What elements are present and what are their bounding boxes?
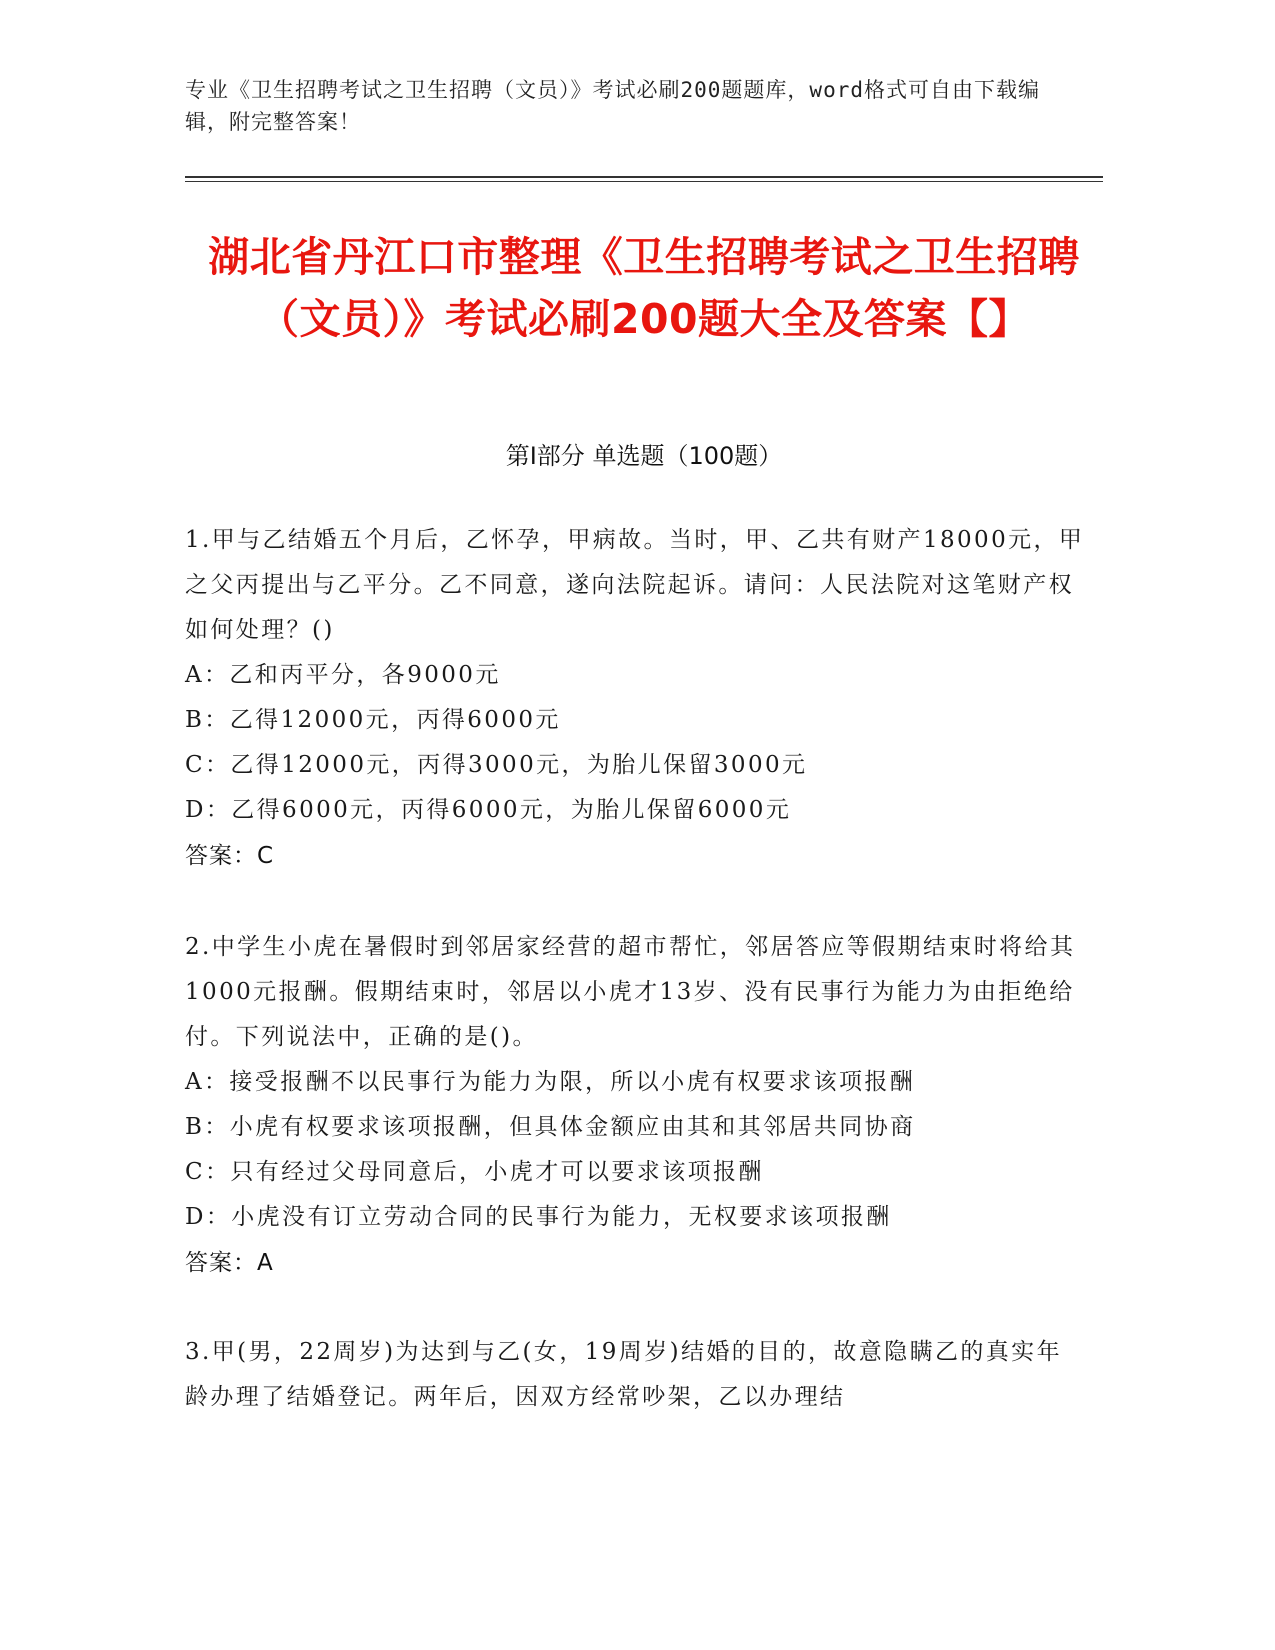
question-block [185, 1330, 1085, 1420]
question-block [185, 925, 1085, 1283]
header-divider-thin [185, 181, 1103, 182]
question-stem: 2.中学生小虎在暑假时到邻居家经营的超市帮忙，邻居答应等假期结束时将给其1000元报酬。假期结束时，邻居以小虎才13岁、没有民事行为能力为由拒绝给付。下列说法中，正确的是()。 [185, 934, 1076, 1050]
option-c: C：乙得12000元，丙得3000元，为胎儿保留3000元 [185, 752, 808, 778]
question-stem: 1.甲与乙结婚五个月后，乙怀孕，甲病故。当时，甲、乙共有财产18000元，甲之父丙提出与乙平分。乙不同意，遂向法院起诉。请问：人民法院对这笔财产权如何处理？() [185, 527, 1085, 643]
option-c: C：只有经过父母同意后，小虎才可以要求该项报酬 [185, 1159, 764, 1185]
header-note: 专业《卫生招聘考试之卫生招聘（文员）》考试必刷200题题库，word格式可自由下载编辑，附完整答案！ [185, 78, 1040, 134]
question-block [185, 518, 1085, 876]
option-b: B：小虎有权要求该项报酬，但具体金额应由其和其邻居共同协商 [185, 1114, 916, 1140]
option-a: A：接受报酬不以民事行为能力为限，所以小虎有权要求该项报酬 [185, 1069, 916, 1095]
header-divider-thick [185, 176, 1103, 178]
document-title: 湖北省丹江口市整理《卫生招聘考试之卫生招聘（文员）》考试必刷200题大全及答案【】 [208, 233, 1080, 343]
question-stem: 3.甲(男，22周岁)为达到与乙(女，19周岁)结婚的目的，故意隐瞒乙的真实年龄办理了结婚登记。两年后，因双方经常吵架，乙以办理结 [185, 1339, 1062, 1410]
answer-line: 答案：C [185, 843, 275, 869]
option-b: B：乙得12000元，丙得6000元 [185, 707, 561, 733]
option-d: D：乙得6000元，丙得6000元，为胎儿保留6000元 [185, 797, 792, 823]
option-a: A：乙和丙平分，各9000元 [185, 662, 501, 688]
section-heading: 第Ⅰ部分 单选题（100题） [505, 442, 783, 470]
answer-line: 答案：A [185, 1250, 274, 1276]
option-d: D：小虎没有订立劳动合同的民事行为能力，无权要求该项报酬 [185, 1204, 892, 1230]
